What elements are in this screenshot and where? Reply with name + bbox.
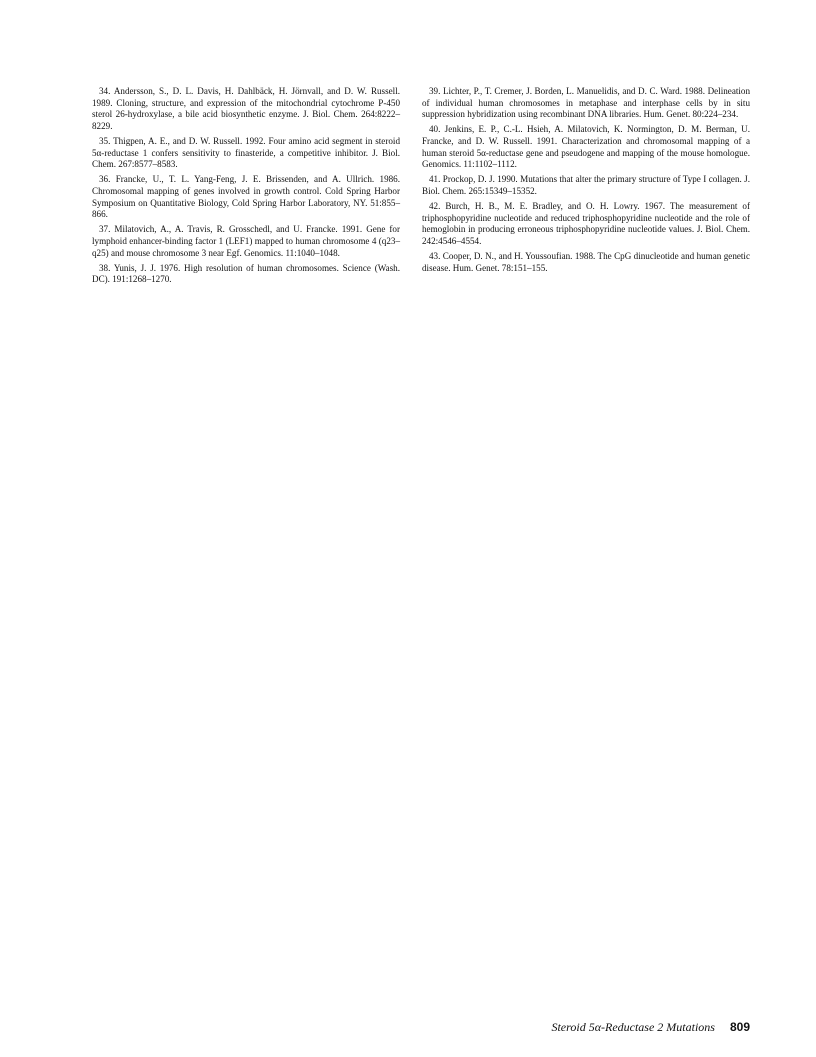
reference-41: 41. Prockop, D. J. 1990. Mutations that alter the primary structure of Type I collagen. J. Biol. Chem. 265:15349–15352. xyxy=(422,174,750,196)
reference-36: 36. Francke, U., T. L. Yang-Feng, J. E. Brissenden, and A. Ullrich. 1986. Chromosomal mapping of genes involved in growth control. Cold Spring Harbor Symposium on Quantitative Biology, Cold Spring Harbor Laboratory, NY. 51:855–866. xyxy=(92,174,400,220)
reference-38: 38. Yunis, J. J. 1976. High resolution of human chromosomes. Science (Wash. DC). 191:1268–1270. xyxy=(92,262,400,285)
references-right-column xyxy=(422,86,750,278)
reference-43: 43. Cooper, D. N., and H. Youssoufian. 1988. The CpG dinucleotide and human genetic disease. Hum. Genet. 78:151–155. xyxy=(422,251,750,273)
reference-40: 40. Jenkins, E. P., C.-L. Hsieh, A. Milatovich, K. Normington, D. M. Berman, U. Francke, and D. W. Russell. 1991. Characterization and chromosomal mapping of a human steroid 5α-reductase gene and pseudogene and mapping of the mouse homologue. Genomics. 11:1102–1112. xyxy=(422,124,750,170)
reference-42: 42. Burch, H. B., M. E. Bradley, and O. H. Lowry. 1967. The measurement of triphosphopyridine nucleotide and reduced triphosphopyridine nucleotide and the role of hemoglobin in producing erroneous triphosphopyridine nucleotide values. J. Biol. Chem. 242:4546–4554. xyxy=(422,201,750,246)
references-left-column xyxy=(92,86,400,289)
running-title: Steroid 5α-Reductase 2 Mutations xyxy=(551,1020,715,1034)
reference-39: 39. Lichter, P., T. Cremer, J. Borden, L. Manuelidis, and D. C. Ward. 1988. Delineation of individual human chromosomes in metaphase and interphase cells by in situ suppression hybridization using recombinant DNA libraries. Hum. Genet. 80:224–234. xyxy=(422,86,750,120)
reference-37: 37. Milatovich, A., A. Travis, R. Grosschedl, and U. Francke. 1991. Gene for lymphoid enhancer-binding factor 1 (LEF1) mapped to human chromosome 4 (q23–q25) and mouse chromosome 3 near Egf. Genomics. 11:1040–1048. xyxy=(92,224,400,258)
reference-34: 34. Andersson, S., D. L. Davis, H. Dahlbäck, H. Jörnvall, and D. W. Russell. 1989. Cloning, structure, and expression of the mitochondrial cytochrome P-450 sterol 26-hydroxylase, a bile acid biosynthetic enzyme. J. Biol. Chem. 264:8222–8229. xyxy=(92,86,400,131)
page-number: 809 xyxy=(729,1020,750,1034)
page-footer xyxy=(551,1020,750,1035)
reference-35: 35. Thigpen, A. E., and D. W. Russell. 1992. Four amino acid segment in steroid 5α-reductase 1 confers sensitivity to finasteride, a competitive inhibitor. J. Biol. Chem. 267:8577–8583. xyxy=(92,135,400,170)
